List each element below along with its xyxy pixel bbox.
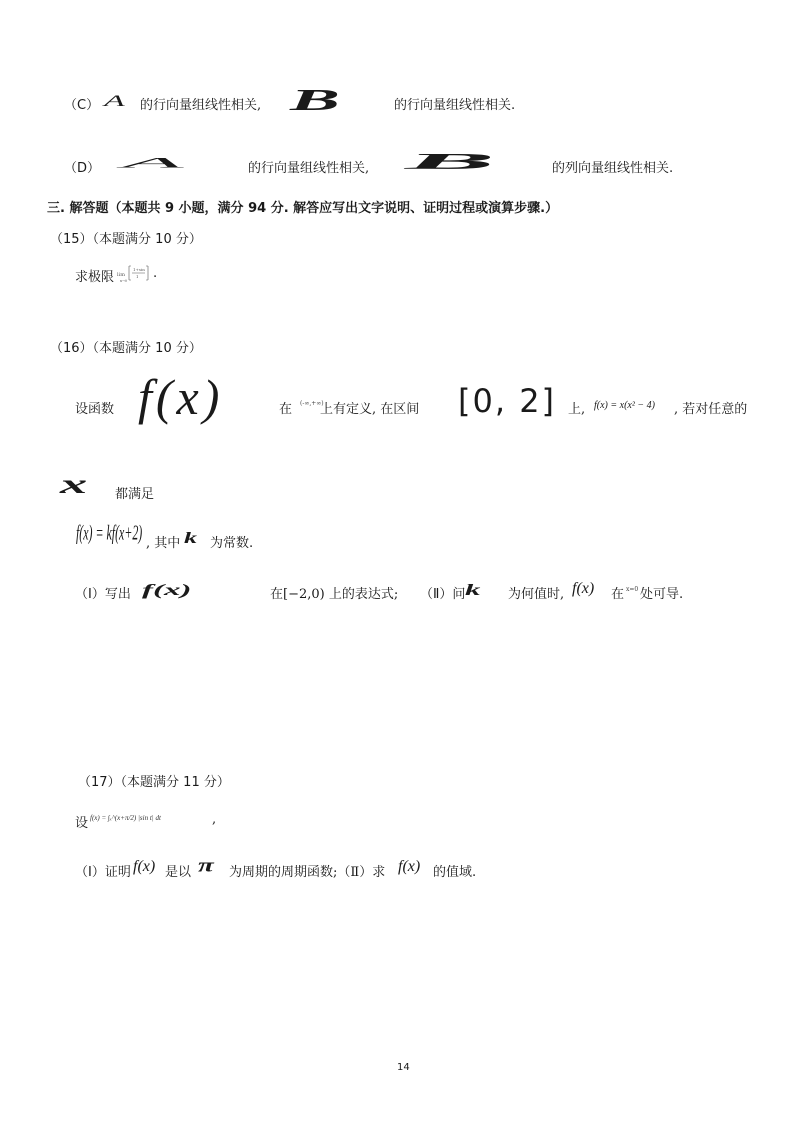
q16-const: 为常数.: [210, 536, 254, 551]
q16-interval: [0, 2]: [458, 382, 557, 420]
option-c-a-text: 的行向量组线性相关,: [140, 98, 262, 113]
svg-text:lim: lim: [117, 272, 125, 278]
section-heading: 三. 解答题（本题共 9 小题，满分 94 分. 解答应写出文字说明、证明过程或演算步骤.）: [47, 201, 559, 216]
q16-big-function: f(x): [138, 369, 224, 425]
q17-part2-tail: 的值域.: [433, 865, 477, 880]
q17-part1-text: 是以: [165, 865, 192, 880]
option-c-b-symbol: B: [290, 83, 340, 118]
option-d-b-text: 的列向量组线性相关.: [552, 161, 674, 176]
q16-header: （16）（本题满分 10 分）: [50, 341, 202, 356]
q16-defined: 上有定义, 在区间: [320, 402, 420, 417]
q16-intro: 设函数: [75, 402, 115, 417]
q16-part2-point: x=0: [626, 586, 639, 593]
q15-text: 求极限: [75, 270, 115, 285]
q16-part2-function: f(x): [572, 580, 595, 597]
q16-formula: f(x) = x(x² − 4): [594, 400, 655, 411]
svg-text:x→0: x→0: [120, 279, 128, 283]
q15-end: .: [153, 266, 158, 281]
q16-part2-tail: 处可导.: [640, 587, 684, 602]
q17-part1-tail: 为周期的周期函数;（Ⅱ）求: [229, 865, 386, 880]
q17-integral-formula: f(x) = ∫ₓ^(x+π/2) |sin t| dt: [90, 814, 161, 822]
option-d-a-text: 的行向量组线性相关,: [248, 161, 370, 176]
q16-satisfy: 都满足: [115, 487, 155, 502]
svg-text:1: 1: [136, 274, 139, 279]
q17-pi-symbol: π: [198, 855, 214, 877]
q15-formula-image: [117, 264, 153, 284]
q16-part1-function: f(x): [142, 580, 192, 599]
q16-part1-interval: 在[−2,0) 上的表达式;: [270, 587, 399, 602]
svg-text:1+sin: 1+sin: [133, 267, 145, 272]
q17-set: 设: [75, 816, 89, 831]
q16-part1-label: （Ⅰ）写出: [75, 587, 131, 602]
q16-on: 上,: [568, 402, 586, 417]
q16-part2-k: k: [465, 580, 481, 599]
q16-part2-label: （Ⅱ）问: [420, 587, 466, 602]
page-number: 14: [397, 1062, 410, 1073]
q16-x-symbol: x: [60, 469, 88, 500]
q16-where: , 其中: [146, 536, 181, 551]
q16-k-symbol: k: [184, 529, 197, 547]
option-c-label: （C）: [64, 98, 100, 113]
q17-part2-function: f(x): [398, 858, 421, 875]
q16-condition: f(x) = kf(x+2): [76, 523, 143, 546]
q15-header: （15）（本题满分 10 分）: [50, 232, 202, 247]
q16-any: , 若对任意的: [674, 402, 748, 417]
option-d-label: （D）: [64, 161, 101, 176]
q16-at: 在: [279, 402, 293, 417]
q17-part1-function: f(x): [133, 858, 156, 875]
option-d-a-symbol: A: [122, 155, 184, 171]
q16-part2-end: 在: [611, 587, 625, 602]
option-d-b-symbol: B: [405, 149, 496, 174]
q16-part2-text: 为何值时,: [508, 587, 565, 602]
q17-part1-label: （Ⅰ）证明: [75, 865, 131, 880]
q17-comma: ,: [212, 812, 217, 827]
option-c-b-text: 的行向量组线性相关.: [394, 98, 516, 113]
q17-header: （17）（本题满分 11 分）: [78, 775, 230, 790]
option-c-a-symbol: A: [104, 92, 125, 110]
q16-domain-small: (-∞,+∞): [300, 400, 324, 407]
